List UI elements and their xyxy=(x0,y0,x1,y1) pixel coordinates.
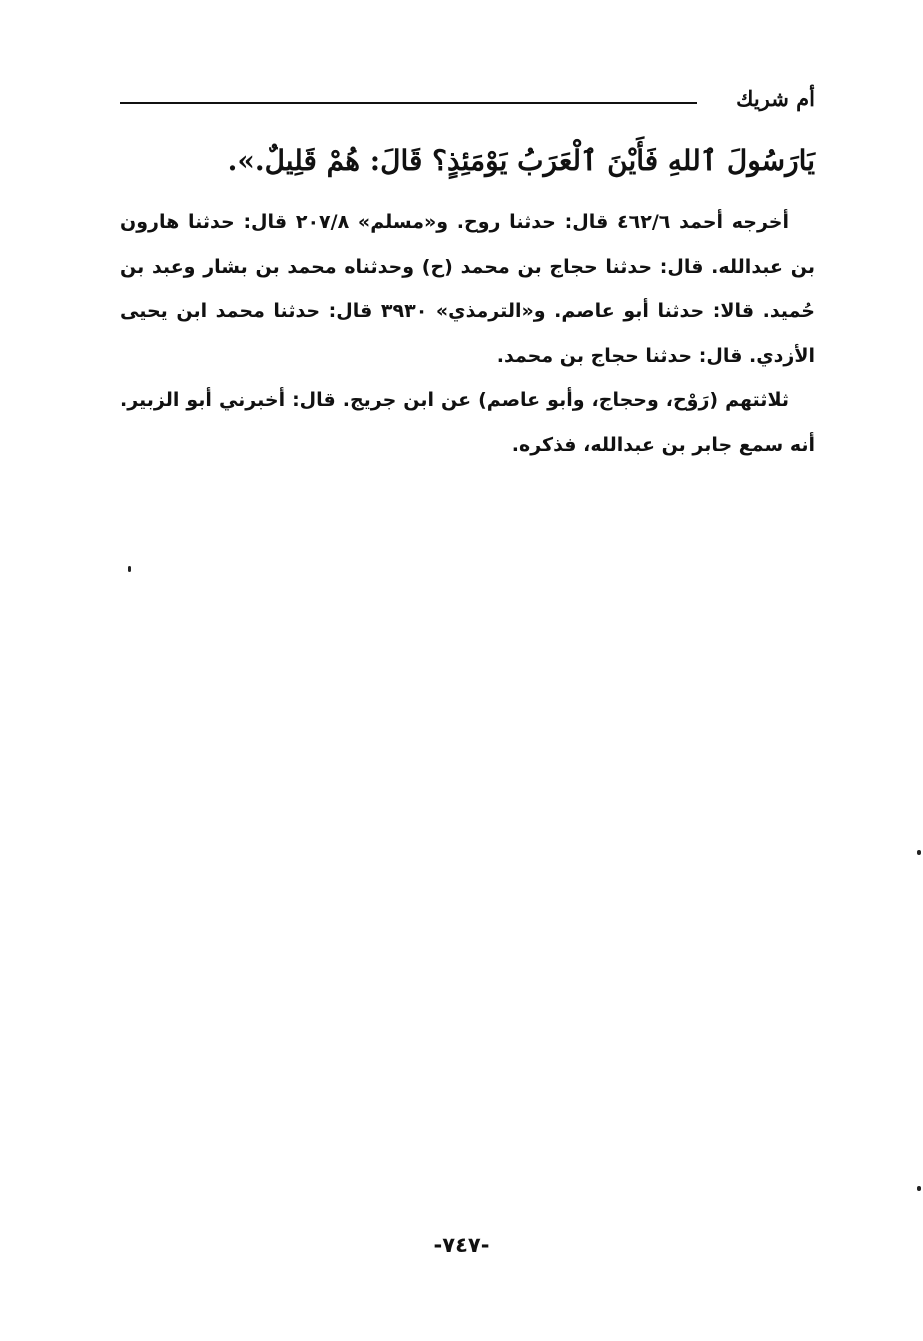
scan-speck xyxy=(917,1186,921,1191)
scan-speck xyxy=(128,566,131,572)
running-header xyxy=(120,84,815,114)
scan-speck xyxy=(917,850,921,855)
paragraph-2: ثلاثتهم (رَوْح، وحجاج، وأبو عاصم) عن ابن جريج. قال: أخبرني أبو الزبير. أنه سمع جابر بن عبدالله، فذكره. xyxy=(120,389,815,456)
page-number: -٧٤٧- xyxy=(433,1233,490,1257)
takhrij-text xyxy=(120,200,815,467)
header-title: أم شريك xyxy=(736,86,815,111)
header-rule xyxy=(120,102,697,104)
paragraph-1: أخرجه أحمد ٤٦٢/٦ قال: حدثنا روح. و«مسلم» ٢٠٧/٨ قال: حدثنا هارون بن عبدالله. قال: حدثنا حجاج بن محمد (ح) وحدثناه محمد بن بشار وعبد بن حُميد. قالا: حدثنا أبو عاصم. و«الترمذي» ٣٩٣٠ قال: حدثنا محمد ابن يحيى الأزدي. قال: حدثنا حجاج بن محمد. xyxy=(120,211,815,367)
hadith-verse: يَارَسُولَ ٱللهِ فَأَيْنَ ٱلْعَرَبُ يَوْمَئِذٍ؟ قَالَ: هُمْ قَلِيلٌ.». xyxy=(227,144,815,177)
